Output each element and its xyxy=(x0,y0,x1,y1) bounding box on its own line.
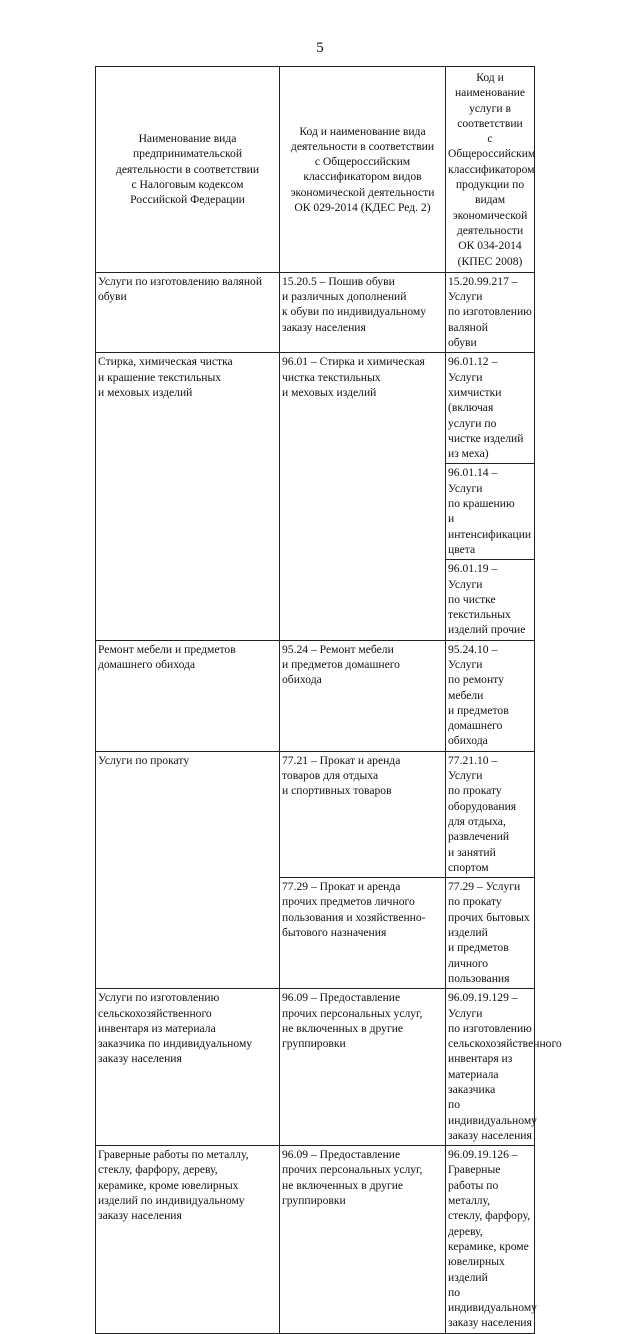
okved-cell: 96.09 – Предоставление прочих персональных услуг, не включенных в другие группировки xyxy=(280,1146,446,1334)
activity-cell: Услуги по изготовлению валяной обуви xyxy=(96,272,280,352)
classification-table xyxy=(95,66,562,1334)
table-row xyxy=(96,640,535,751)
okpd-cell: 77.29 – Услуги по прокату прочих бытовых изделий и предметов личного пользования xyxy=(446,878,535,989)
okpd-cell: 96.01.12 – Услуги химчистки (включая услуги по чистке изделий из меха) xyxy=(446,353,535,464)
okved-cell: 96.09 – Предоставление прочих персональных услуг, не включенных в другие группировки xyxy=(280,989,446,1146)
activity-cell: Услуги по прокату xyxy=(96,751,280,988)
table-header-row xyxy=(96,67,535,273)
header-activity: Наименование вида предпринимательской деятельности в соответствии с Налоговым кодексом Российской Федерации xyxy=(96,67,280,273)
table-row xyxy=(96,989,535,1146)
header-okved: Код и наименование вида деятельности в соответствии с Общероссийским классификатором видов экономической деятельности ОК 029-2014 (КДЕС Ред. 2) xyxy=(280,67,446,273)
table-row xyxy=(96,751,535,877)
okved-cell: 96.01 – Стирка и химическая чистка текстильных и меховых изделий xyxy=(280,353,446,640)
okpd-cell: 96.09.19.129 – Услуги по изготовлению сельскохозяйственного инвентаря из материала заказчика по индивидуальному заказу населения xyxy=(446,989,535,1146)
header-okpd: Код и наименование услуги в соответствии с Общероссийским классификатором продукции по видам экономической деятельности ОК 034-2014 (КПЕС 2008) xyxy=(446,67,535,273)
activity-cell: Граверные работы по металлу, стеклу, фарфору, дереву, керамике, кроме ювелирных изделий по индивидуальному заказу населения xyxy=(96,1146,280,1334)
okpd-cell: 96.09.19.126 – Граверные работы по металлу, стеклу, фарфору, дереву, керамике, кроме ювелирных изделий по индивидуальному заказу населения xyxy=(446,1146,535,1334)
okpd-cell: 15.20.99.217 – Услуги по изготовлению валяной обуви xyxy=(446,272,535,352)
okved-cell: 15.20.5 – Пошив обуви и различных дополнений к обуви по индивидуальному заказу населения xyxy=(280,272,446,352)
activity-cell: Услуги по изготовлению сельскохозяйственного инвентаря из материала заказчика по индивидуальному заказу населения xyxy=(96,989,280,1146)
okpd-cell: 95.24.10 – Услуги по ремонту мебели и предметов домашнего обихода xyxy=(446,640,535,751)
okved-cell: 77.21 – Прокат и аренда товаров для отдыха и спортивных товаров xyxy=(280,751,446,877)
table-row xyxy=(96,1146,535,1334)
table-row xyxy=(96,353,535,464)
okpd-cell: 77.21.10 – Услуги по прокату оборудования для отдыха, развлечений и занятий спортом xyxy=(446,751,535,877)
page-number: 5 xyxy=(316,40,324,56)
activity-cell: Ремонт мебели и предметов домашнего обихода xyxy=(96,640,280,751)
okpd-cell: 96.01.14 – Услуги по крашению и интенсификации цвета xyxy=(446,464,535,560)
activity-cell: Стирка, химическая чистка и крашение текстильных и меховых изделий xyxy=(96,353,280,640)
okpd-cell: 96.01.19 – Услуги по чистке текстильных изделий прочие xyxy=(446,560,535,640)
okved-cell: 77.29 – Прокат и аренда прочих предметов личного пользования и хозяйственно- бытового назначения xyxy=(280,878,446,989)
table-row xyxy=(96,272,535,352)
okved-cell: 95.24 – Ремонт мебели и предметов домашнего обихода xyxy=(280,640,446,751)
